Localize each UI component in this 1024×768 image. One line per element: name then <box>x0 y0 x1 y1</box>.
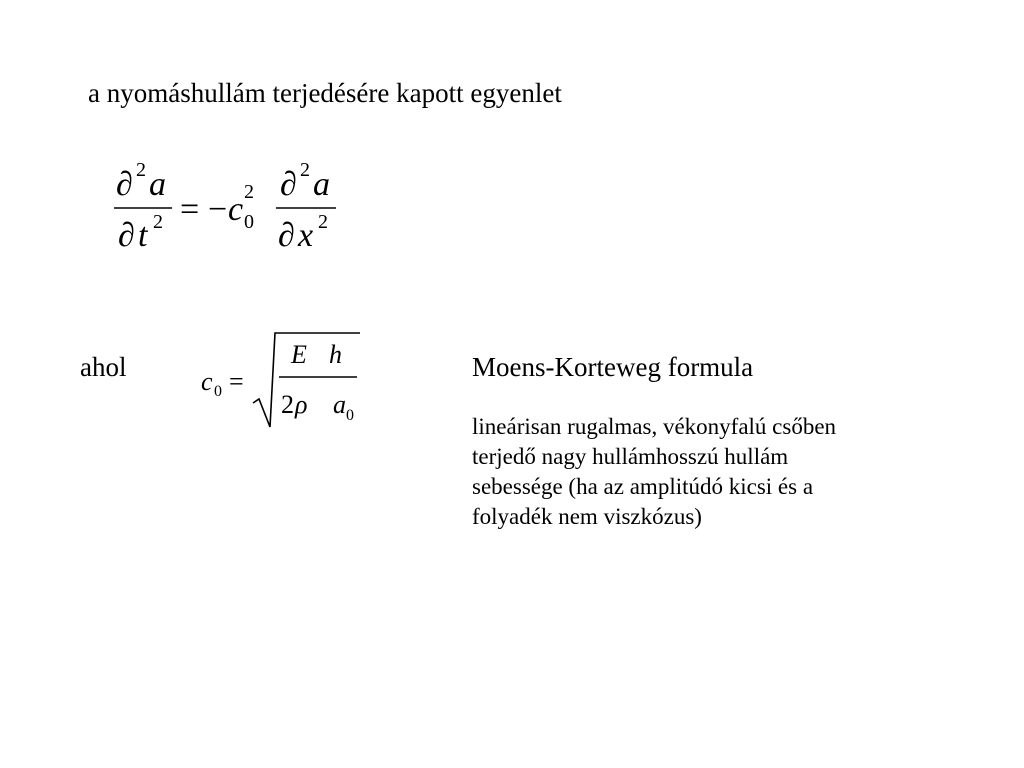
speed-lhs-subscript: 0 <box>214 383 222 400</box>
rhs-den-exponent: 2 <box>318 211 328 233</box>
rhs-num-variable: a <box>313 166 330 203</box>
coef-c: c <box>228 191 244 228</box>
lhs-num-partial: ∂ <box>116 166 133 203</box>
lhs-num-exponent: 2 <box>136 159 146 181</box>
rhs-den-partial: ∂ <box>278 217 295 254</box>
lhs-num-variable: a <box>149 166 166 203</box>
speed-formula <box>195 325 375 435</box>
speed-den-two: 2 <box>281 390 294 419</box>
lhs-den-exponent: 2 <box>153 211 163 233</box>
rhs-den-variable: x <box>298 217 314 254</box>
slide-heading: a nyomáshullám terjedésére kapott egyenlet <box>88 78 562 108</box>
lhs-fraction <box>114 159 172 254</box>
description-line: sebessége (ha az amplitúdó kicsi és a <box>472 474 814 499</box>
minus-sign: − <box>208 191 228 228</box>
description-line: folyadék nem viszkózus) <box>472 504 702 529</box>
speed-den-a: a <box>333 390 346 419</box>
rhs-num-exponent: 2 <box>300 159 310 181</box>
wave-equation <box>100 150 360 260</box>
equals-sign: = <box>180 191 200 228</box>
where-label: ahol <box>80 352 127 382</box>
description-line: terjedő nagy hullámhosszú hullám <box>472 444 789 469</box>
rhs-fraction <box>276 159 336 254</box>
speed-num-h: h <box>329 340 342 369</box>
lhs-den-partial: ∂ <box>118 217 135 254</box>
speed-num-E: E <box>291 340 307 369</box>
coef-subscript: 0 <box>244 211 254 233</box>
formula-title: Moens-Korteweg formula <box>472 352 754 382</box>
speed-equals: = <box>229 367 244 396</box>
speed-lhs-c: c <box>201 367 213 396</box>
rhs-num-partial: ∂ <box>280 166 297 203</box>
formula-description <box>472 412 992 532</box>
speed-den-rho: ρ <box>295 390 308 419</box>
speed-den-a-subscript: 0 <box>346 407 354 424</box>
coef-superscript: 2 <box>244 181 254 203</box>
lhs-den-variable: t <box>138 217 148 254</box>
description-line: lineárisan rugalmas, vékonyfalú csőben <box>472 414 837 439</box>
